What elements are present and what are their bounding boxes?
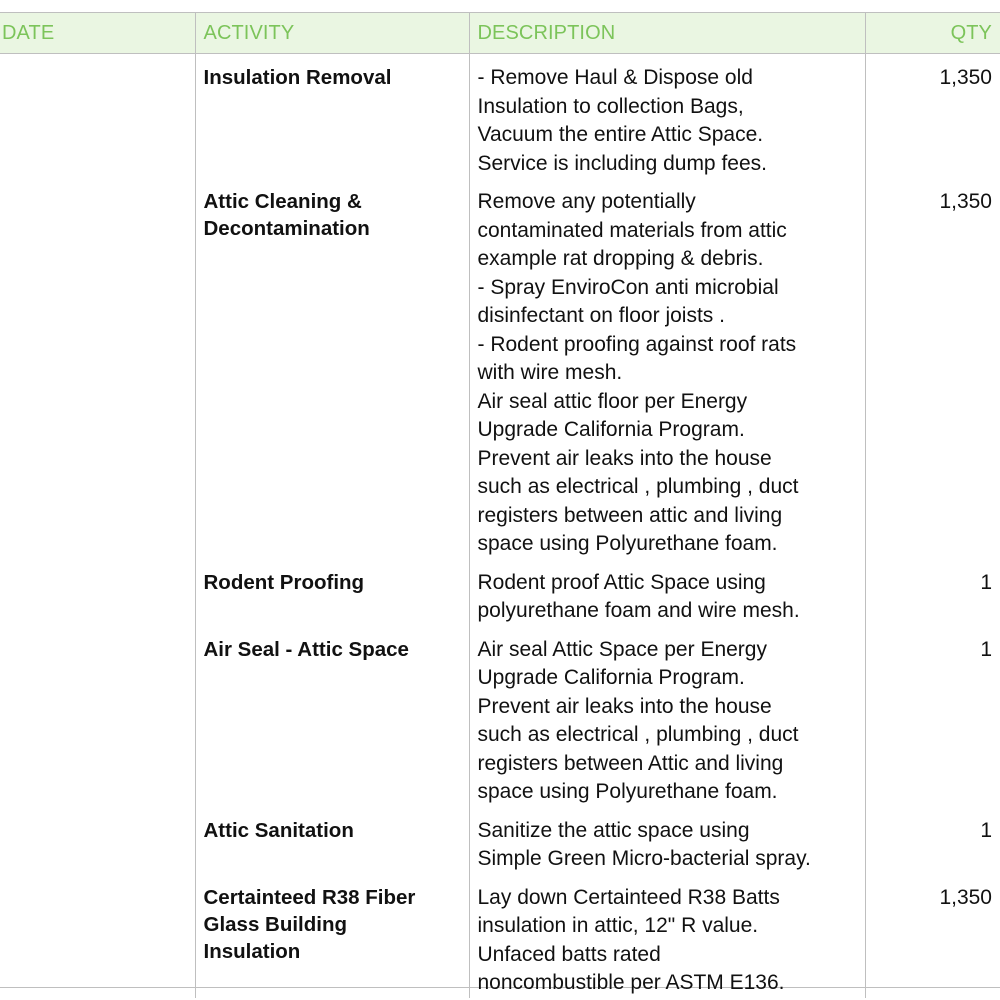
row-activity: Attic Cleaning & Decontamination	[195, 178, 469, 559]
row-qty: 1	[865, 559, 1000, 626]
row-date	[0, 626, 195, 807]
row-activity: Certainteed R38 Fiber Glass Building Insulation	[195, 874, 469, 998]
row-description: Sanitize the attic space using Simple Green Micro-bacterial spray.	[469, 807, 865, 874]
row-date	[0, 178, 195, 559]
table-row	[0, 559, 1000, 626]
table-row	[0, 807, 1000, 874]
row-activity: Attic Sanitation	[195, 807, 469, 874]
line-items-table	[0, 12, 1000, 998]
table-row	[0, 54, 1000, 179]
header-activity: ACTIVITY	[195, 13, 469, 54]
table-header	[0, 13, 1000, 54]
row-qty: 1	[865, 807, 1000, 874]
header-row	[0, 13, 1000, 54]
row-description: Remove any potentially contaminated materials from attic example rat dropping & debris. - Spray EnviroCon anti microbial disinfectant on floor joists . - Rodent proofing against roof rats with wire mesh. Air seal attic floor per Energy Upgrade California Program. Prevent air leaks into the house such as electrical , plumbing , duct registers between attic and living space using Polyurethane foam.	[469, 178, 865, 559]
row-qty: 1,350	[865, 874, 1000, 998]
table-row	[0, 178, 1000, 559]
row-date	[0, 559, 195, 626]
row-qty: 1,350	[865, 178, 1000, 559]
row-activity: Rodent Proofing	[195, 559, 469, 626]
row-date	[0, 874, 195, 998]
table-row	[0, 626, 1000, 807]
row-description: Rodent proof Attic Space using polyurethane foam and wire mesh.	[469, 559, 865, 626]
row-description: Air seal Attic Space per Energy Upgrade California Program. Prevent air leaks into the house such as electrical , plumbing , duct registers between Attic and living space using Polyurethane foam.	[469, 626, 865, 807]
row-date	[0, 807, 195, 874]
header-qty: QTY	[865, 13, 1000, 54]
table-body	[0, 54, 1000, 998]
row-activity: Air Seal - Attic Space	[195, 626, 469, 807]
row-qty: 1	[865, 626, 1000, 807]
row-qty: 1,350	[865, 54, 1000, 179]
table-row	[0, 874, 1000, 998]
header-description: DESCRIPTION	[469, 13, 865, 54]
row-date	[0, 54, 195, 179]
row-description: - Remove Haul & Dispose old Insulation to collection Bags, Vacuum the entire Attic Space. Service is including dump fees.	[469, 54, 865, 179]
header-date: DATE	[0, 13, 195, 54]
row-activity: Insulation Removal	[195, 54, 469, 179]
row-description: Lay down Certainteed R38 Batts insulation in attic, 12" R value. Unfaced batts rated noncombustible per ASTM E136.	[469, 874, 865, 998]
estimate-table-sheet	[0, 12, 1000, 994]
